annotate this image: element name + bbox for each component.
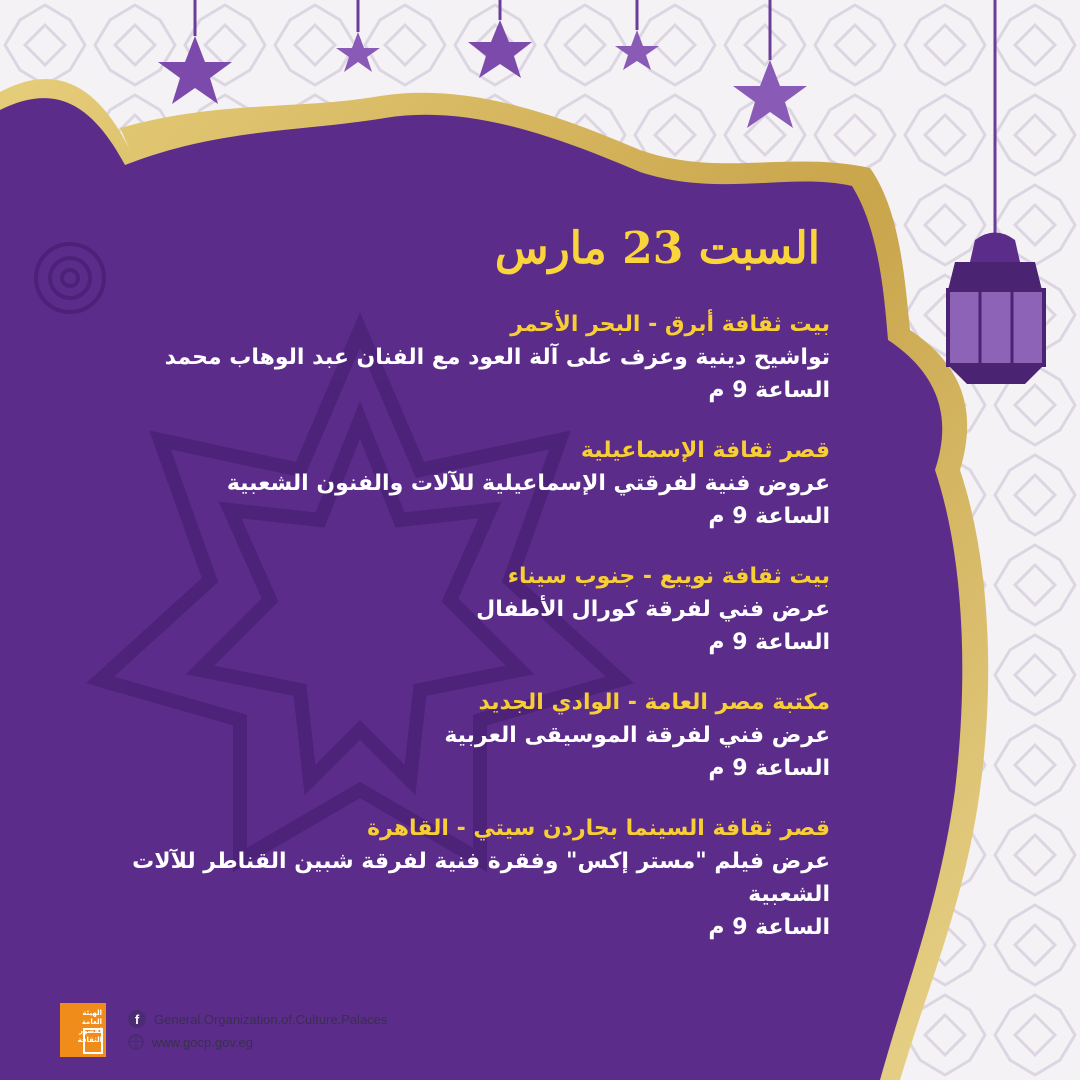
event-time: الساعة 9 م — [708, 630, 830, 656]
website-link[interactable] — [128, 1034, 387, 1050]
logo-mark-icon — [83, 1028, 103, 1054]
footer-divider — [116, 1003, 118, 1057]
footer-links — [128, 1010, 387, 1050]
date-title: السبت 23 مارس — [494, 223, 820, 274]
facebook-label: General.Organization.of.Culture.Palaces — [154, 1011, 388, 1027]
globe-icon — [128, 1034, 144, 1050]
event-description: عروض فنية لفرقتي الإسماعيلية للآلات والفنون الشعبية — [226, 471, 830, 497]
event-venue: بيت ثقافة نويبع - جنوب سيناء — [507, 564, 830, 590]
event-venue: قصر ثقافة الإسماعيلية — [580, 438, 830, 464]
logo-text: الهيئة العامة لقصور الثقافة — [77, 1009, 102, 1044]
footer — [60, 1000, 387, 1060]
schedule — [110, 225, 830, 972]
organization-logo — [60, 1003, 106, 1057]
event-time: الساعة 9 م — [708, 504, 830, 530]
event-time: الساعة 9 م — [708, 756, 830, 782]
event-item — [110, 435, 830, 533]
event-venue: قصر ثقافة السينما بجاردن سيتي - القاهرة — [367, 816, 830, 842]
event-description: تواشيح دينية وعزف على آلة العود مع الفنان عبد الوهاب محمد — [164, 345, 830, 371]
event-description: عرض فيلم "مستر إكس" وفقرة فنية لفرقة شبين القناطر للآلات الشعبية — [132, 849, 830, 908]
event-venue: مكتبة مصر العامة - الوادي الجديد — [478, 690, 830, 716]
event-item — [110, 813, 830, 944]
facebook-link[interactable] — [128, 1010, 387, 1028]
event-description: عرض فني لفرقة الموسيقى العربية — [444, 723, 830, 749]
facebook-icon: f — [128, 1010, 146, 1028]
event-venue: بيت ثقافة أبرق - البحر الأحمر — [510, 312, 830, 338]
website-label: www.gocp.gov.eg — [152, 1034, 253, 1050]
event-item — [110, 561, 830, 659]
event-time: الساعة 9 م — [708, 378, 830, 404]
event-item — [110, 687, 830, 785]
event-time: الساعة 9 م — [708, 915, 830, 941]
event-item — [110, 309, 830, 407]
event-description: عرض فني لفرقة كورال الأطفال — [476, 597, 830, 623]
